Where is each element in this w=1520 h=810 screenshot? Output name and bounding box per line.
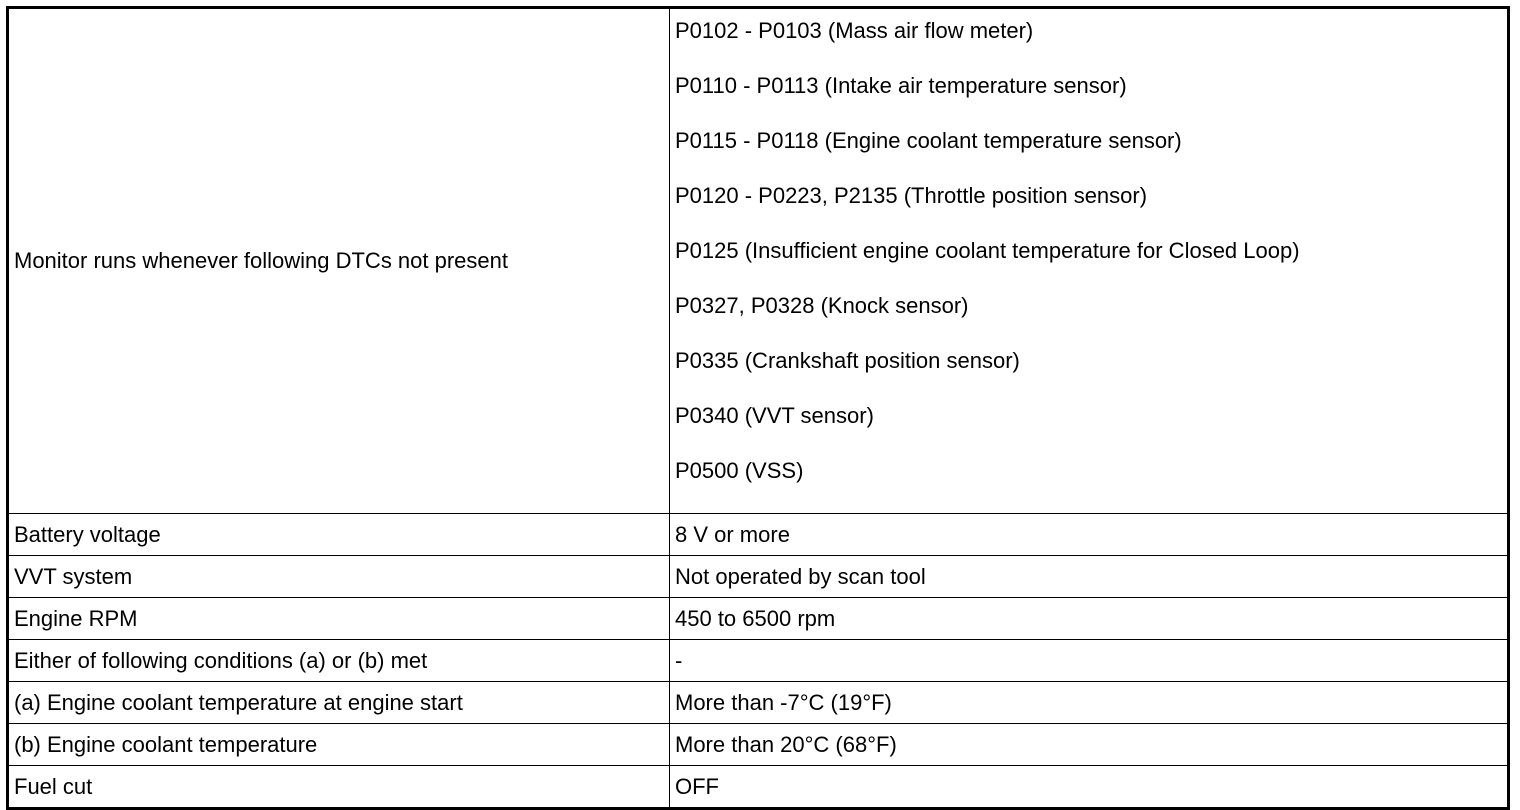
condition-value: 450 to 6500 rpm: [670, 598, 1509, 640]
dtc-item: P0125 (Insufficient engine coolant temperature for Closed Loop): [675, 238, 1300, 263]
condition-value: More than -7°C (19°F): [670, 682, 1509, 724]
dtc-item: P0102 - P0103 (Mass air flow meter): [675, 18, 1034, 43]
table-row-coolant-at-start: [8, 682, 1509, 724]
dtc-item: P0335 (Crankshaft position sensor): [675, 348, 1020, 373]
dtc-item: P0327, P0328 (Knock sensor): [675, 293, 969, 318]
dtc-item: P0500 (VSS): [675, 458, 804, 483]
condition-label: Monitor runs whenever following DTCs not present: [8, 8, 670, 514]
condition-label: Engine RPM: [8, 598, 670, 640]
monitor-conditions-table: [6, 6, 1510, 810]
condition-label: (a) Engine coolant temperature at engine start: [8, 682, 670, 724]
dtc-item: P0110 - P0113 (Intake air temperature sensor): [675, 73, 1127, 98]
table-row-battery-voltage: [8, 514, 1509, 556]
condition-value: More than 20°C (68°F): [670, 724, 1509, 766]
dtc-list: [670, 8, 1509, 514]
table-row-engine-rpm: [8, 598, 1509, 640]
table-row-dtc-conditions: [8, 8, 1509, 514]
condition-value: 8 V or more: [670, 514, 1509, 556]
dtc-item: P0120 - P0223, P2135 (Throttle position sensor): [675, 183, 1148, 208]
table-row-either-condition: [8, 640, 1509, 682]
condition-value: OFF: [670, 766, 1509, 809]
condition-value: -: [670, 640, 1509, 682]
table-row-coolant-temp: [8, 724, 1509, 766]
table-row-vvt-system: [8, 556, 1509, 598]
dtc-item: P0115 - P0118 (Engine coolant temperature sensor): [675, 128, 1182, 153]
condition-label: VVT system: [8, 556, 670, 598]
condition-label: Fuel cut: [8, 766, 670, 809]
condition-value: Not operated by scan tool: [670, 556, 1509, 598]
dtc-item: P0340 (VVT sensor): [675, 403, 874, 428]
condition-label: (b) Engine coolant temperature: [8, 724, 670, 766]
table-row-fuel-cut: [8, 766, 1509, 809]
condition-label: Either of following conditions (a) or (b) met: [8, 640, 670, 682]
condition-label: Battery voltage: [8, 514, 670, 556]
